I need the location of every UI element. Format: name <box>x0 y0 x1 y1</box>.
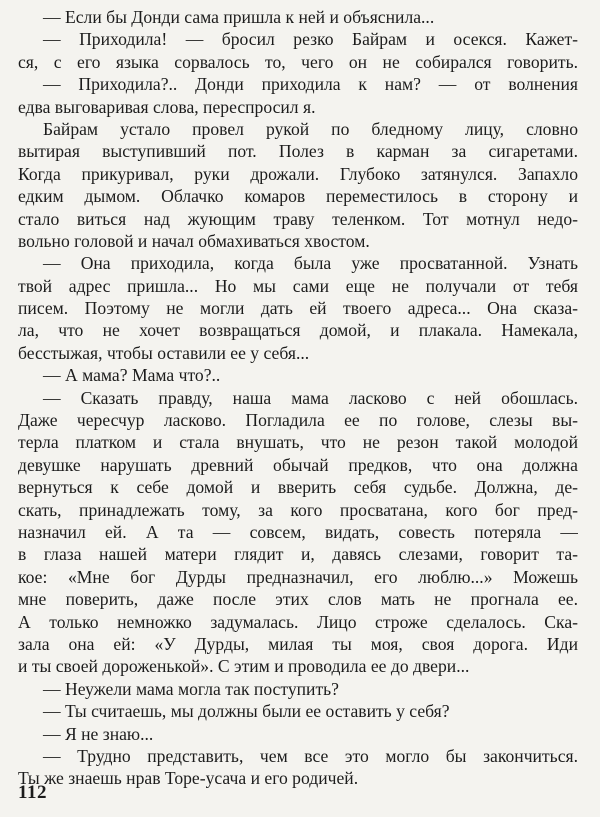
text-line: — Сказать правду, наша мама ласково с ней обошлась. <box>43 387 578 408</box>
text-line: вернуться к себе домой и вверить себя судьбе. Должна, де- <box>18 477 578 498</box>
text-line: — Она приходила, когда была уже просватанной. Узнать <box>43 253 578 274</box>
text-line: и ты своей дороженькой». С этим и проводила ее до двери... <box>18 656 470 677</box>
text-line: — Если бы Донди сама пришла к ней и объяснила... <box>43 7 435 27</box>
text-line: твой адрес пришла... Но мы сами еще не получали от тебя <box>18 275 578 296</box>
text-line: — Приходила! — бросил резко Байрам и осекся. Кажет- <box>43 29 578 50</box>
text-line: скать, принадлежать тому, за кого просватана, кого бог пред- <box>18 499 578 520</box>
page-body <box>18 6 578 790</box>
text-line: Когда прикуривал, руки дрожали. Глубоко затянулся. Запахло <box>18 163 578 184</box>
text-line: едва выговаривая слова, переспросил я. <box>18 96 316 117</box>
text-line: в глаза нашей матери глядит и, давясь слезами, говорит та- <box>18 544 578 565</box>
text-line: — Ты считаешь, мы должны были ее оставить у себя? <box>43 701 450 722</box>
text-line: — А мама? Мама что?.. <box>43 365 221 386</box>
text-line: кое: «Мне бог Дурды предназначил, его люблю...» Можешь <box>18 566 578 587</box>
text-line: едким дымом. Облачко комаров переместилось в сторону и <box>18 186 578 207</box>
text-line: Ты же знаешь нрав Торе-усача и его родичей. <box>18 768 359 789</box>
text-line: Байрам устало провел рукой по бледному лицу, словно <box>43 118 578 139</box>
text-line: терла платком и стала внушать, что не резон такой молодой <box>18 432 578 453</box>
text-line: писем. Поэтому не могли дать ей твоего адреса... Она сказа- <box>18 298 578 319</box>
text-line: зала она ей: «У Дурды, милая ты моя, своя дорога. Иди <box>18 633 578 654</box>
text-line: мне поверить, даже после этих слов мать не прогнала ее. <box>18 589 578 610</box>
text-line: — Трудно представить, чем все это могло бы закончиться. <box>43 745 578 766</box>
text-line: А только немножко задумалась. Лицо строже сделалось. Ска- <box>18 611 578 632</box>
text-line: — Приходила?.. Донди приходила к нам? — от волнения <box>43 74 578 95</box>
text-line: девушке нарушать древний обычай предков, что она должна <box>18 454 578 475</box>
text-line: вытирая выступивший пот. Полез в карман за сигаретами. <box>18 141 578 162</box>
text-line: бесстыжая, чтобы оставили ее у себя... <box>18 342 310 363</box>
text-line: — Я не знаю... <box>43 723 154 744</box>
text-line: стало виться над жующим траву теленком. Тот мотнул недо- <box>18 208 578 229</box>
page-number: 112 <box>18 782 47 803</box>
text-line: — Неужели мама могла так поступить? <box>43 678 339 699</box>
text-line: вольно головой и начал обмахиваться хвостом. <box>18 230 370 251</box>
text-line: ся, с его языка сорвалось то, чего он не собирался говорить. <box>18 51 578 72</box>
text-line: Даже чересчур ласково. Погладила ее по голове, слезы вы- <box>18 410 578 431</box>
text-line: ла, что не хочет возвращаться домой, и плакала. Намекала, <box>18 320 578 341</box>
text-line: назначил ей. А та — совсем, видать, совесть потеряла — <box>18 521 578 542</box>
